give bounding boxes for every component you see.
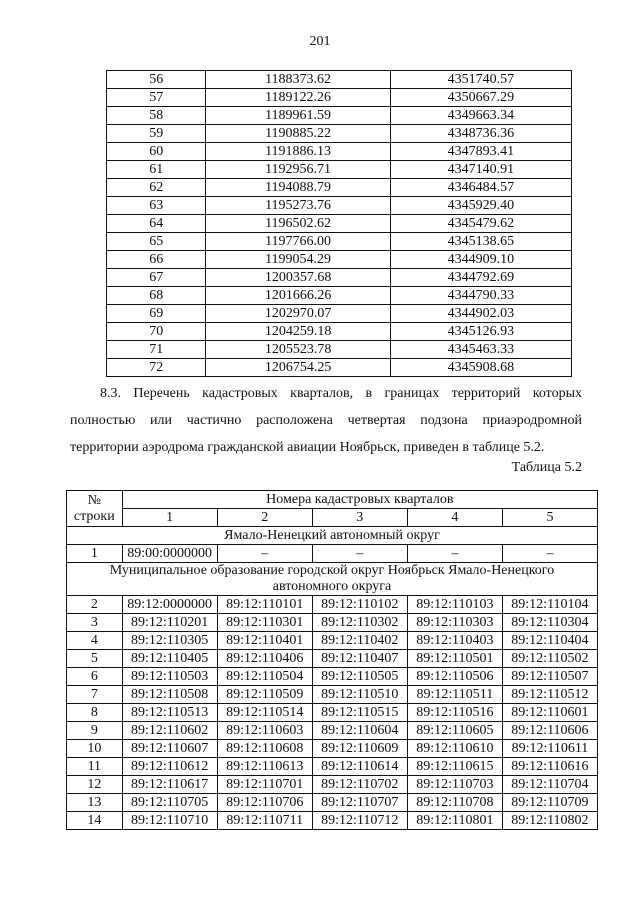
- paragraph-line: территории аэродрома гражданской авиации Ноябрьск, приведен в таблице 5.2.: [70, 440, 545, 455]
- table-row: [107, 197, 572, 215]
- table-cell: 4345908.68: [390, 359, 571, 377]
- table-cell: 89:12:110508: [122, 686, 217, 704]
- table-cell: 89:12:110801: [407, 812, 502, 830]
- table-cell: 7: [67, 686, 123, 704]
- table-cell: 89:12:110611: [502, 740, 597, 758]
- table-cell: 8: [67, 704, 123, 722]
- table-row: [67, 650, 598, 668]
- table-cell: 1192956.71: [206, 161, 390, 179]
- table-cell: –: [407, 545, 502, 563]
- header-row-number: [67, 491, 123, 527]
- table-row: [107, 269, 572, 287]
- paragraph-line: 8.3. Перечень кадастровых кварталов, в границах территорий которых: [100, 386, 582, 401]
- table-cell: 89:12:110511: [407, 686, 502, 704]
- table-cell: 1189122.26: [206, 89, 390, 107]
- table-row: [67, 704, 598, 722]
- table-cell: 89:12:110504: [217, 668, 312, 686]
- table-cell: 4349663.34: [390, 107, 571, 125]
- table-cell: 89:12:110604: [312, 722, 407, 740]
- table-cell: 1204259.18: [206, 323, 390, 341]
- table-cell: 63: [107, 197, 206, 215]
- table-cell: 89:12:110201: [122, 614, 217, 632]
- table-row: [107, 143, 572, 161]
- table-cell: 89:12:110402: [312, 632, 407, 650]
- table-cell: 4345463.33: [390, 341, 571, 359]
- table-cell: 61: [107, 161, 206, 179]
- table-cell: 1189961.59: [206, 107, 390, 125]
- quarters-table-body: [67, 491, 598, 830]
- table-cell: –: [502, 545, 597, 563]
- paragraph-line: полностью или частично расположена четвертая подзона приаэродромной: [70, 413, 582, 428]
- table-cell: 89:12:110612: [122, 758, 217, 776]
- paragraph-8-3: [70, 380, 582, 461]
- header-no-symbol: №: [87, 492, 101, 508]
- table-row: [107, 233, 572, 251]
- table-cell: 89:12:110712: [312, 812, 407, 830]
- table-cell: 1199054.29: [206, 251, 390, 269]
- table-cell: 89:12:110707: [312, 794, 407, 812]
- table-cell: 89:12:110104: [502, 596, 597, 614]
- table-cell: 1201666.26: [206, 287, 390, 305]
- table-cell: 1190885.22: [206, 125, 390, 143]
- table-cell: 4351740.57: [390, 71, 571, 89]
- table-cell: 89:12:110506: [407, 668, 502, 686]
- coordinates-table: [106, 70, 572, 377]
- table-cell: 89:12:110401: [217, 632, 312, 650]
- region-name: Ямало-Ненецкий автономный округ: [67, 527, 598, 545]
- table-cell: 89:12:110303: [407, 614, 502, 632]
- table-cell: 89:12:110406: [217, 650, 312, 668]
- table-cell: 89:12:110509: [217, 686, 312, 704]
- table-cell: 1191886.13: [206, 143, 390, 161]
- table-cell: 89:12:110614: [312, 758, 407, 776]
- table-cell: 89:12:110609: [312, 740, 407, 758]
- table-cell: 89:12:110405: [122, 650, 217, 668]
- table-cell: 4344790.33: [390, 287, 571, 305]
- table-cell: 1206754.25: [206, 359, 390, 377]
- region-row: [67, 527, 598, 545]
- table-cell: 3: [67, 614, 123, 632]
- column-number: 3: [312, 509, 407, 527]
- municipality-name: [67, 563, 598, 596]
- table-cell: 89:12:110610: [407, 740, 502, 758]
- header-no-label: строки: [73, 508, 115, 524]
- municipality-line: автономного округа: [272, 579, 392, 594]
- table-cell: 1197766.00: [206, 233, 390, 251]
- table-cell: 89:00:0000000: [122, 545, 217, 563]
- table-cell: 56: [107, 71, 206, 89]
- table-cell: 89:12:110503: [122, 668, 217, 686]
- table-cell: 89:12:110711: [217, 812, 312, 830]
- table-cell: 4347140.91: [390, 161, 571, 179]
- column-number: 4: [407, 509, 502, 527]
- table-cell: 66: [107, 251, 206, 269]
- table-row: [67, 812, 598, 830]
- table-cell: 60: [107, 143, 206, 161]
- table-row: [67, 740, 598, 758]
- column-number: 2: [217, 509, 312, 527]
- table-cell: 4345479.62: [390, 215, 571, 233]
- table-cell: 89:12:110305: [122, 632, 217, 650]
- column-number: 5: [502, 509, 597, 527]
- table-cell: 4348736.36: [390, 125, 571, 143]
- table-cell: 1188373.62: [206, 71, 390, 89]
- table-cell: 89:12:110505: [312, 668, 407, 686]
- table-cell: 89:12:110703: [407, 776, 502, 794]
- table-row: [107, 89, 572, 107]
- table-cell: 10: [67, 740, 123, 758]
- table-cell: 57: [107, 89, 206, 107]
- table-cell: 1196502.62: [206, 215, 390, 233]
- table-cell: 1194088.79: [206, 179, 390, 197]
- table-cell: 89:12:110502: [502, 650, 597, 668]
- table-cell: 89:12:110507: [502, 668, 597, 686]
- table-row: [107, 287, 572, 305]
- column-number: 1: [122, 509, 217, 527]
- table-cell: 89:12:110601: [502, 704, 597, 722]
- table-row: [67, 614, 598, 632]
- table-cell: 70: [107, 323, 206, 341]
- table-cell: 89:12:110514: [217, 704, 312, 722]
- table-row: [67, 776, 598, 794]
- table-cell: 4346484.57: [390, 179, 571, 197]
- table-cell: 64: [107, 215, 206, 233]
- table-row: [107, 251, 572, 269]
- table-cell: 1205523.78: [206, 341, 390, 359]
- table-row: [107, 71, 572, 89]
- table-row: [67, 545, 598, 563]
- table-cell: 89:12:110602: [122, 722, 217, 740]
- table-cell: 89:12:110304: [502, 614, 597, 632]
- table-cell: 68: [107, 287, 206, 305]
- table-cell: 89:12:110709: [502, 794, 597, 812]
- table-cell: 89:12:110617: [122, 776, 217, 794]
- table-cell: 14: [67, 812, 123, 830]
- table-row: [67, 794, 598, 812]
- table-cell: 89:12:110403: [407, 632, 502, 650]
- page-number: 201: [309, 34, 331, 49]
- table-cell: –: [312, 545, 407, 563]
- table-cell: 89:12:110701: [217, 776, 312, 794]
- table-cell: 59: [107, 125, 206, 143]
- table-cell: 89:12:110702: [312, 776, 407, 794]
- table-cell: 89:12:110606: [502, 722, 597, 740]
- table-cell: 89:12:110802: [502, 812, 597, 830]
- table-cell: 4345138.65: [390, 233, 571, 251]
- table-cell: 89:12:110102: [312, 596, 407, 614]
- table-row: [107, 323, 572, 341]
- table-cell: 65: [107, 233, 206, 251]
- table-row: [107, 215, 572, 233]
- table-cell: 89:12:110704: [502, 776, 597, 794]
- table-cell: 4: [67, 632, 123, 650]
- table-row: [107, 305, 572, 323]
- table-row: [67, 686, 598, 704]
- table-row: [107, 161, 572, 179]
- table-cell: 89:12:0000000: [122, 596, 217, 614]
- table-cell: 5: [67, 650, 123, 668]
- table-row: [107, 341, 572, 359]
- table-cell: 89:12:110616: [502, 758, 597, 776]
- table-cell: 4347893.41: [390, 143, 571, 161]
- table-cell: 1: [67, 545, 123, 563]
- table-row: [67, 722, 598, 740]
- table-cell: 89:12:110301: [217, 614, 312, 632]
- table-header-row: [67, 491, 598, 509]
- table-cell: 1195273.76: [206, 197, 390, 215]
- table-cell: 89:12:110608: [217, 740, 312, 758]
- table-cell: 11: [67, 758, 123, 776]
- table-cell: 89:12:110512: [502, 686, 597, 704]
- table-row: [107, 179, 572, 197]
- table-cell: 4344909.10: [390, 251, 571, 269]
- table-cell: 89:12:110516: [407, 704, 502, 722]
- table-cell: 58: [107, 107, 206, 125]
- table-cell: 89:12:110710: [122, 812, 217, 830]
- table-row: [107, 359, 572, 377]
- table-cell: 89:12:110603: [217, 722, 312, 740]
- table-cell: 72: [107, 359, 206, 377]
- table-cell: 13: [67, 794, 123, 812]
- table-cell: 67: [107, 269, 206, 287]
- table-cell: 1200357.68: [206, 269, 390, 287]
- table-cell: 4344792.69: [390, 269, 571, 287]
- table-cell: 4345126.93: [390, 323, 571, 341]
- table-cell: 89:12:110103: [407, 596, 502, 614]
- table-row: [107, 107, 572, 125]
- table-cell: 89:12:110302: [312, 614, 407, 632]
- table-cell: 4350667.29: [390, 89, 571, 107]
- table-cell: 89:12:110615: [407, 758, 502, 776]
- table-cell: 89:12:110607: [122, 740, 217, 758]
- table-caption: Таблица 5.2: [511, 460, 582, 475]
- table-cell: 89:12:110705: [122, 794, 217, 812]
- table-cell: 9: [67, 722, 123, 740]
- region-row: [67, 563, 598, 596]
- table-cell: 89:12:110708: [407, 794, 502, 812]
- table-cell: 89:12:110605: [407, 722, 502, 740]
- header-title: Номера кадастровых кварталов: [122, 491, 597, 509]
- table-cell: 2: [67, 596, 123, 614]
- column-number-row: [67, 509, 598, 527]
- table-cell: 89:12:110515: [312, 704, 407, 722]
- table-cell: 89:12:110706: [217, 794, 312, 812]
- table-cell: 89:12:110407: [312, 650, 407, 668]
- table-cell: 4345929.40: [390, 197, 571, 215]
- table-cell: 6: [67, 668, 123, 686]
- table-cell: 89:12:110613: [217, 758, 312, 776]
- table-row: [107, 125, 572, 143]
- table-cell: 71: [107, 341, 206, 359]
- table-cell: 89:12:110510: [312, 686, 407, 704]
- table-row: [67, 596, 598, 614]
- table-cell: 1202970.07: [206, 305, 390, 323]
- table-cell: 89:12:110501: [407, 650, 502, 668]
- table-cell: 12: [67, 776, 123, 794]
- coordinates-table-body: [107, 71, 572, 377]
- table-cell: 62: [107, 179, 206, 197]
- table-row: [67, 632, 598, 650]
- cadastral-quarters-table: [66, 490, 598, 830]
- table-cell: 89:12:110404: [502, 632, 597, 650]
- table-cell: –: [217, 545, 312, 563]
- municipality-line: Муниципальное образование городской округ Ноябрьск Ямало-Ненецкого: [109, 563, 555, 578]
- table-cell: 4344902.03: [390, 305, 571, 323]
- table-cell: 89:12:110513: [122, 704, 217, 722]
- table-cell: 89:12:110101: [217, 596, 312, 614]
- table-row: [67, 758, 598, 776]
- table-row: [67, 668, 598, 686]
- table-cell: 69: [107, 305, 206, 323]
